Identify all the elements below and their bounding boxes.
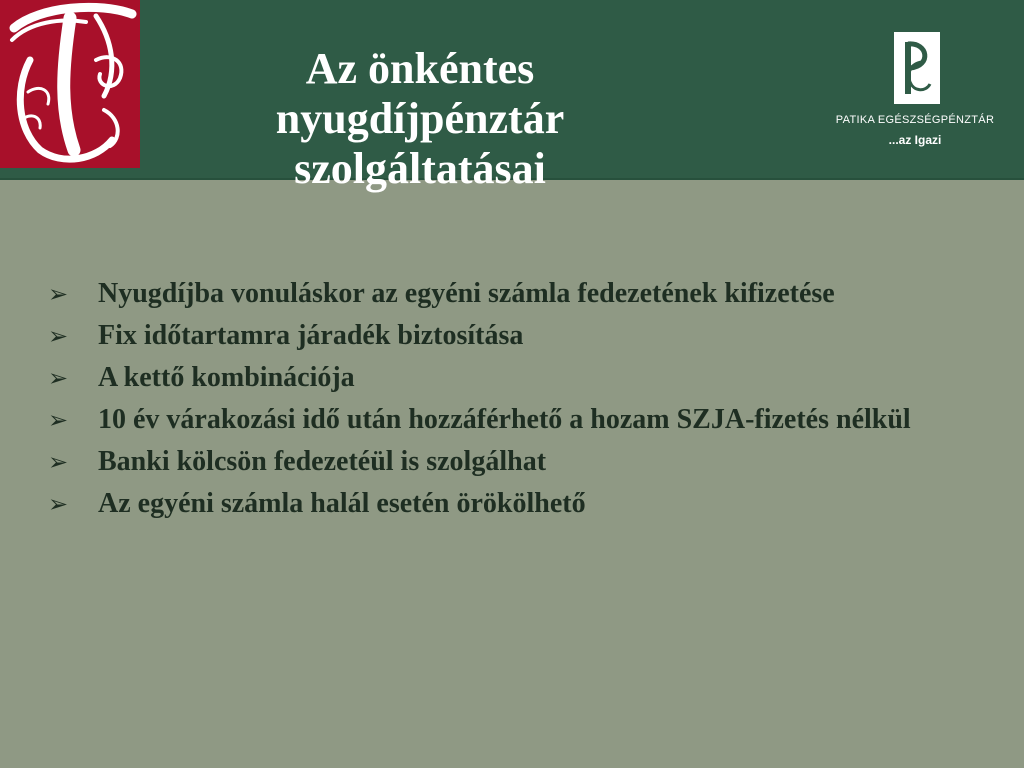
bullet-text: Nyugdíjba vonuláskor az egyéni számla fedezetének kifizetése (98, 278, 835, 309)
bullet-item (48, 403, 928, 437)
bullet-text: 10 év várakozási idő után hozzáférhető a hozam SZJA-fizetés nélkül (98, 404, 911, 435)
bullet-text: A kettő kombinációja (98, 362, 355, 393)
bullet-item (48, 319, 928, 353)
bullet-list (48, 277, 928, 529)
slide-title-line-2: szolgáltatásai (294, 144, 546, 193)
patika-logo (826, 32, 1004, 152)
bullet-text: Az egyéni számla halál esetén örökölhető (98, 488, 586, 519)
arrow-bullet-icon: ➢ (48, 406, 69, 434)
bullet-item (48, 277, 928, 311)
arrow-bullet-icon: ➢ (48, 280, 69, 308)
decorative-t-logo (0, 0, 140, 168)
arrow-bullet-icon: ➢ (48, 322, 69, 350)
bullet-item (48, 487, 928, 521)
bullet-item (48, 361, 928, 395)
arrow-bullet-icon: ➢ (48, 364, 69, 392)
bullet-text: Banki kölcsön fedezetéül is szolgálhat (98, 446, 547, 477)
slide-title-line-1: Az önkéntes nyugdíjpénztár (275, 44, 565, 143)
patika-logo-tagline: ...az Igazi (888, 133, 942, 147)
slide-title (160, 44, 680, 194)
bullet-item (48, 445, 928, 479)
slide-header (0, 0, 1024, 193)
patika-logo-mark (894, 32, 940, 104)
arrow-bullet-icon: ➢ (48, 448, 69, 476)
arrow-bullet-icon: ➢ (48, 490, 69, 518)
bullet-text: Fix időtartamra járadék biztosítása (98, 320, 524, 351)
patika-logo-name: PATIKA EGÉSZSÉGPÉNZTÁR (835, 114, 995, 126)
